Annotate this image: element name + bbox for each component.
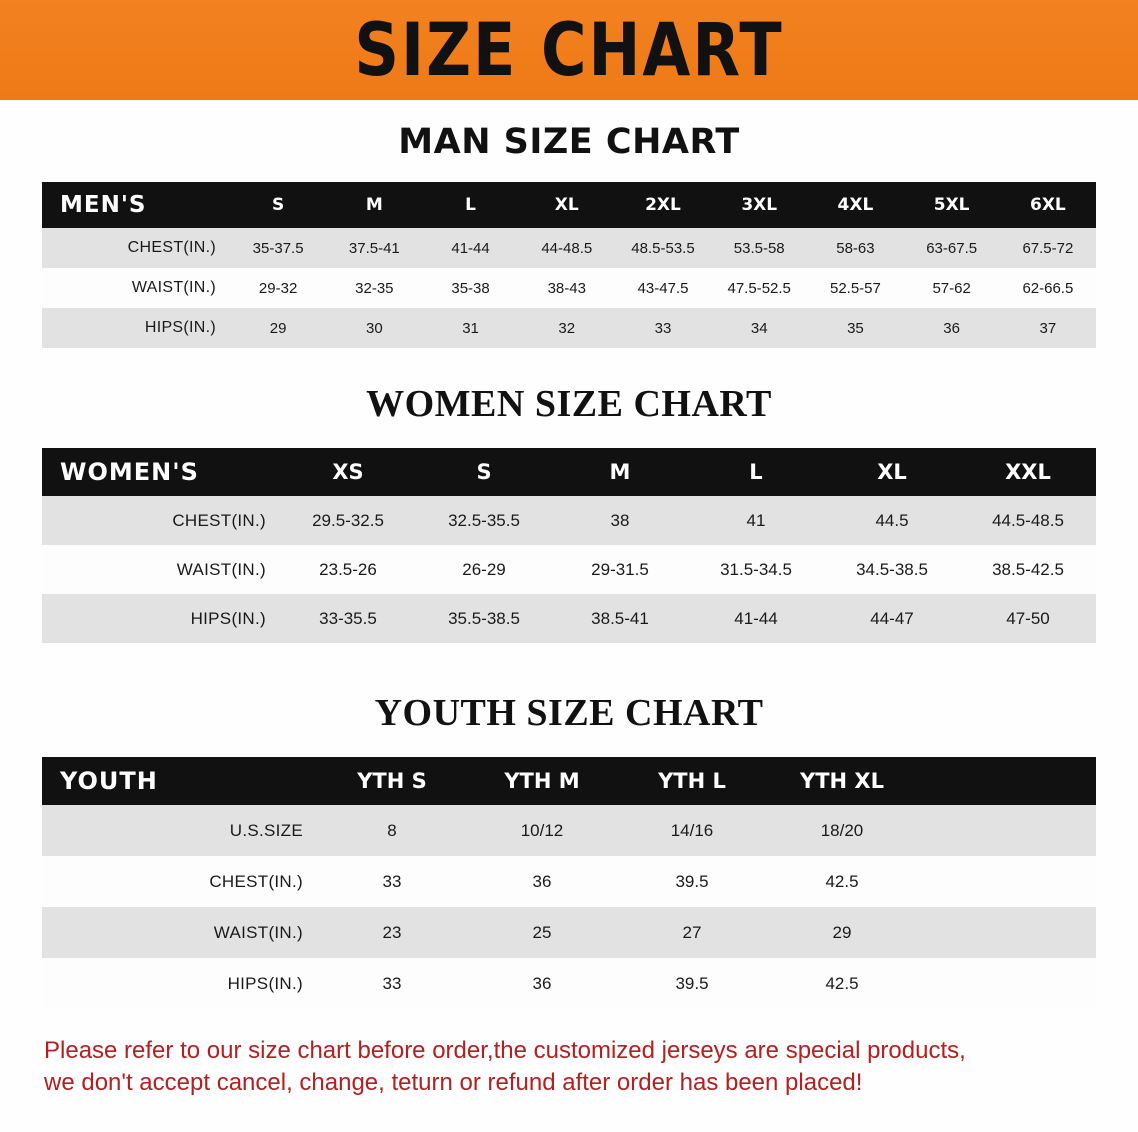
table-cell: 44.5-48.5 — [960, 496, 1096, 545]
table-cell: 29 — [230, 308, 326, 348]
table-cell: 37.5-41 — [326, 228, 422, 268]
table-cell: 32-35 — [326, 268, 422, 308]
man-header-cell: MEN'S — [42, 182, 230, 228]
women-table-wrap — [0, 448, 1138, 643]
table-row — [42, 907, 1096, 958]
table-cell: 23 — [317, 907, 467, 958]
women-table-head — [42, 448, 1096, 496]
youth-table-wrap — [0, 757, 1138, 1009]
table-cell: 34 — [711, 308, 807, 348]
table-cell: 39.5 — [617, 856, 767, 907]
women-section-title: WOMEN SIZE CHART — [366, 383, 772, 425]
table-cell: 41-44 — [422, 228, 518, 268]
table-cell: 48.5-53.5 — [615, 228, 711, 268]
table-cell: 29 — [767, 907, 917, 958]
table-cell: 47-50 — [960, 594, 1096, 643]
table-cell: 35 — [807, 308, 903, 348]
youth-size-table — [42, 757, 1096, 1009]
youth-header-cell: YTH M — [467, 757, 617, 805]
man-header-cell: 3XL — [711, 182, 807, 228]
youth-header-cell: YTH S — [317, 757, 467, 805]
table-row — [42, 496, 1096, 545]
women-header-cell: XS — [280, 448, 416, 496]
table-row — [42, 268, 1096, 308]
man-table-wrap — [0, 182, 1138, 348]
row-label: WAIST(IN.) — [42, 268, 230, 308]
women-size-table — [42, 448, 1096, 643]
table-cell: 27 — [617, 907, 767, 958]
banner — [0, 0, 1138, 100]
disclaimer-line-2: we don't accept cancel, change, teturn or refund after order has been placed! — [44, 1069, 863, 1097]
women-header-cell: M — [552, 448, 688, 496]
table-cell: 8 — [317, 805, 467, 856]
man-header-cell: 4XL — [807, 182, 903, 228]
man-header-cell: L — [422, 182, 518, 228]
women-header-cell: XL — [824, 448, 960, 496]
table-cell: 67.5-72 — [1000, 228, 1096, 268]
table-cell: 63-67.5 — [904, 228, 1000, 268]
table-row — [42, 228, 1096, 268]
table-cell: 31.5-34.5 — [688, 545, 824, 594]
row-label: CHEST(IN.) — [42, 228, 230, 268]
table-row — [42, 594, 1096, 643]
table-cell-spacer — [917, 805, 1096, 856]
man-size-table — [42, 182, 1096, 348]
disclaimer-line-1: Please refer to our size chart before order,the customized jerseys are special products, — [44, 1037, 966, 1064]
women-header-cell: WOMEN'S — [42, 448, 280, 496]
women-header-cell: L — [688, 448, 824, 496]
table-cell: 26-29 — [416, 545, 552, 594]
table-cell: 10/12 — [467, 805, 617, 856]
table-cell: 23.5-26 — [280, 545, 416, 594]
women-table-body — [42, 496, 1096, 643]
table-cell: 36 — [904, 308, 1000, 348]
man-header-cell: XL — [519, 182, 615, 228]
disclaimer-note — [0, 1035, 1138, 1100]
youth-section-title: YOUTH SIZE CHART — [374, 692, 764, 734]
page-title: SIZE CHART — [354, 6, 784, 93]
table-row — [42, 856, 1096, 907]
table-cell: 42.5 — [767, 958, 917, 1009]
youth-header-cell: YOUTH — [42, 757, 317, 805]
table-cell: 34.5-38.5 — [824, 545, 960, 594]
table-cell: 18/20 — [767, 805, 917, 856]
table-cell: 39.5 — [617, 958, 767, 1009]
table-row — [42, 958, 1096, 1009]
table-cell: 33 — [317, 856, 467, 907]
table-cell: 57-62 — [904, 268, 1000, 308]
table-cell: 38 — [552, 496, 688, 545]
row-label: CHEST(IN.) — [42, 856, 317, 907]
table-cell-spacer — [917, 958, 1096, 1009]
row-label: WAIST(IN.) — [42, 545, 280, 594]
table-row — [42, 805, 1096, 856]
row-label: CHEST(IN.) — [42, 496, 280, 545]
row-label: HIPS(IN.) — [42, 308, 230, 348]
table-cell: 29-32 — [230, 268, 326, 308]
man-table-body — [42, 228, 1096, 348]
table-cell: 33 — [615, 308, 711, 348]
table-cell: 29.5-32.5 — [280, 496, 416, 545]
table-cell: 36 — [467, 958, 617, 1009]
table-cell: 44-48.5 — [519, 228, 615, 268]
table-cell: 41 — [688, 496, 824, 545]
table-cell: 58-63 — [807, 228, 903, 268]
table-header-row — [42, 757, 1096, 805]
row-label: U.S.SIZE — [42, 805, 317, 856]
youth-table-body — [42, 805, 1096, 1009]
table-cell: 62-66.5 — [1000, 268, 1096, 308]
table-cell: 35.5-38.5 — [416, 594, 552, 643]
man-header-cell: 6XL — [1000, 182, 1096, 228]
row-label: HIPS(IN.) — [42, 594, 280, 643]
table-cell: 14/16 — [617, 805, 767, 856]
table-cell: 41-44 — [688, 594, 824, 643]
table-cell: 37 — [1000, 308, 1096, 348]
man-header-cell: 5XL — [904, 182, 1000, 228]
table-cell-spacer — [917, 907, 1096, 958]
youth-table-head — [42, 757, 1096, 805]
table-header-row — [42, 182, 1096, 228]
table-cell: 33 — [317, 958, 467, 1009]
table-cell: 44.5 — [824, 496, 960, 545]
table-cell: 36 — [467, 856, 617, 907]
table-cell-spacer — [917, 856, 1096, 907]
table-cell: 52.5-57 — [807, 268, 903, 308]
table-cell: 30 — [326, 308, 422, 348]
table-cell: 32.5-35.5 — [416, 496, 552, 545]
women-header-cell: S — [416, 448, 552, 496]
man-table-head — [42, 182, 1096, 228]
youth-header-cell: YTH XL — [767, 757, 917, 805]
women-header-cell: XXL — [960, 448, 1096, 496]
table-cell: 35-38 — [422, 268, 518, 308]
row-label: WAIST(IN.) — [42, 907, 317, 958]
youth-header-spacer — [917, 757, 1096, 805]
table-cell: 53.5-58 — [711, 228, 807, 268]
table-cell: 32 — [519, 308, 615, 348]
table-cell: 43-47.5 — [615, 268, 711, 308]
table-cell: 29-31.5 — [552, 545, 688, 594]
table-cell: 47.5-52.5 — [711, 268, 807, 308]
table-cell: 38.5-41 — [552, 594, 688, 643]
table-cell: 35-37.5 — [230, 228, 326, 268]
table-cell: 31 — [422, 308, 518, 348]
man-header-cell: S — [230, 182, 326, 228]
table-row — [42, 545, 1096, 594]
youth-header-cell: YTH L — [617, 757, 767, 805]
table-cell: 25 — [467, 907, 617, 958]
table-header-row — [42, 448, 1096, 496]
table-row — [42, 308, 1096, 348]
table-cell: 38-43 — [519, 268, 615, 308]
man-header-cell: M — [326, 182, 422, 228]
table-cell: 42.5 — [767, 856, 917, 907]
row-label: HIPS(IN.) — [42, 958, 317, 1009]
man-section-title: MAN SIZE CHART — [398, 122, 740, 162]
table-cell: 33-35.5 — [280, 594, 416, 643]
table-cell: 44-47 — [824, 594, 960, 643]
table-cell: 38.5-42.5 — [960, 545, 1096, 594]
man-header-cell: 2XL — [615, 182, 711, 228]
